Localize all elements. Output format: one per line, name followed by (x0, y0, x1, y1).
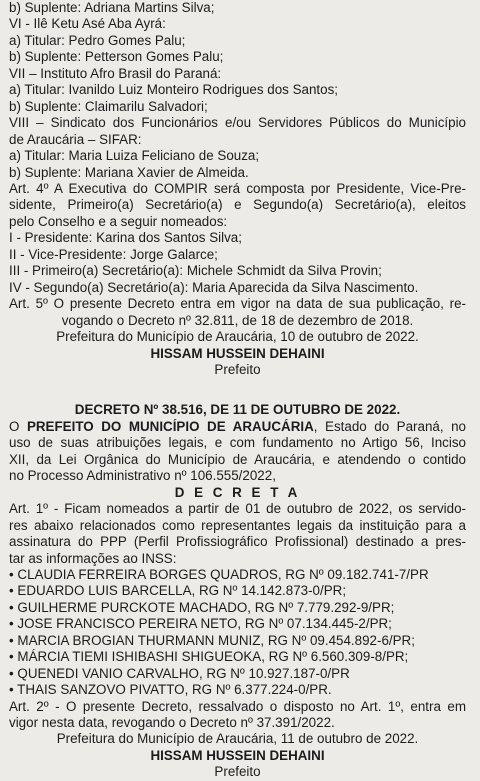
signatory-name: HISSAM HUSSEIN DEHAINI (150, 345, 325, 361)
article-5-line: Art. 5º O presente Decreto entra em vigor na data de sua publicação, re- (9, 296, 466, 312)
intro-line: no Processo Administrativo nº 106.555/2022, (9, 468, 276, 484)
intro-rest: , Estado do Paraná, no (313, 418, 466, 434)
section-spacer (9, 378, 466, 402)
list-item: • THAIS SANZOVO PIVATTO, RG Nº 6.377.224-0/PR. (9, 682, 332, 698)
text-line: b) Suplente: Petterson Gomes Palu; (9, 49, 224, 65)
text-line: b) Suplente: Mariana Xavier de Almeida. (9, 164, 249, 180)
text-line: IV - Segundo(a) Secretário(a): Maria Aparecida da Silva Nascimento. (9, 279, 419, 295)
article-1-line: res abaixo relacionados como representantes legais da instituição para a (9, 517, 466, 533)
text-line: VI - Ilê Ketu Asé Aba Ayrá: (9, 16, 166, 32)
intro-line: uso de suas atribuições legais, e com fundamento no Artigo 56, Inciso (9, 435, 466, 451)
article-1-line: assinatura do PPP (Perfil Profissiográfico Profissional) destinado a pres- (9, 534, 466, 550)
signatory-role: Prefeito (214, 361, 261, 377)
list-item: • MÁRCIA TIEMI ISHIBASHI SHIGUEOKA, RG Nº 6.560.309-8/PR; (9, 649, 409, 665)
article-4-line: Art. 4º A Executiva do COMPIR será composta por Presidente, Vice-Pre- (9, 180, 466, 196)
signatory-role: Prefeito (214, 764, 261, 780)
list-item: • CLAUDIA FERREIRA BORGES QUADROS, RG Nº 09.182.741-7/PR (9, 566, 429, 582)
list-item: • EDUARDO LUIS BARCELLA, RG Nº 14.142.873-0/PR; (9, 583, 347, 599)
text-line: I - Presidente: Karina dos Santos Silva; (9, 230, 242, 246)
list-item: • GUILHERME PURCKOTE MACHADO, RG Nº 7.779.292-9/PR; (9, 599, 395, 615)
text-line: b) Suplente: Claimarilu Salvadori; (9, 98, 208, 114)
decree-part-1 (9, 0, 466, 378)
article-1-line: Art. 1º - Ficam nomeados a partir de 01 de outubro de 2022, os servido- (9, 501, 466, 517)
signature-place-date: Prefeitura do Município de Araucária, 11 de outubro de 2022. (56, 731, 419, 747)
intro-line (9, 419, 466, 435)
text-line: de Araucária – SIFAR: (9, 131, 142, 147)
text-line: II - Vice-Presidente: Jorge Galarce; (9, 246, 218, 262)
article-4-line: pelo Conselho e a seguir nomeados: (9, 213, 228, 229)
article-1-line: tar as informações ao INSS: (9, 550, 177, 566)
text-line: b) Suplente: Adriana Martins Silva; (9, 0, 215, 15)
article-5-line: vogando o Decreto nº 32.811, de 18 de dezembro de 2018. (61, 312, 414, 328)
article-4-line: sidente, Primeiro(a) Secretário(a) e Segundo(a) Secretário(a), eleitos (9, 197, 466, 213)
list-item: • JOSE FRANCISCO PEREIRA NETO, RG Nº 07.134.445-2/PR; (9, 616, 392, 632)
text-line: a) Titular: Ivanildo Luiz Monteiro Rodrigues dos Santos; (9, 82, 338, 98)
text-line: a) Titular: Maria Luiza Feliciano de Souza; (9, 148, 260, 164)
decreta-heading: D E C R E T A (174, 484, 301, 500)
decree-part-2 (9, 402, 466, 780)
intro-line: XII, da Lei Orgânica do Município de Araucária, e atendendo o contido (9, 451, 466, 467)
text-line: III - Primeiro(a) Secretário(a): Michele Schmidt da Silva Provin; (9, 263, 382, 279)
article-2-line: Art. 2º - O presente Decreto, ressalvado o disposto no Art. 1º, entra em (9, 698, 466, 714)
text-line: VII – Instituto Afro Brasil do Paraná: (9, 65, 222, 81)
decree-title: DECRETO Nº 38.516, DE 11 DE OUTUBRO DE 2022. (74, 402, 401, 418)
signatory-name: HISSAM HUSSEIN DEHAINI (150, 747, 325, 763)
intro-prefix: O (9, 418, 27, 434)
list-item: • MARCIA BROGIAN THURMANN MUNIZ, RG Nº 09.454.892-6/PR; (9, 632, 415, 648)
mayor-heading: PREFEITO DO MUNICÍPIO DE ARAUCÁRIA (26, 418, 314, 434)
text-line: VIII – Sindicato dos Funcionários e/ou Servidores Públicos do Município (9, 115, 466, 131)
signature-place-date: Prefeitura do Município de Araucária, 10 de outubro de 2022. (56, 329, 419, 345)
article-2-line: vigor nesta data, revogando o Decreto nº 37.391/2022. (9, 715, 335, 731)
list-item: • QUENEDI VANIO CARVALHO, RG Nº 10.927.187-0/PR (9, 665, 350, 681)
text-line: a) Titular: Pedro Gomes Palu; (9, 32, 186, 48)
